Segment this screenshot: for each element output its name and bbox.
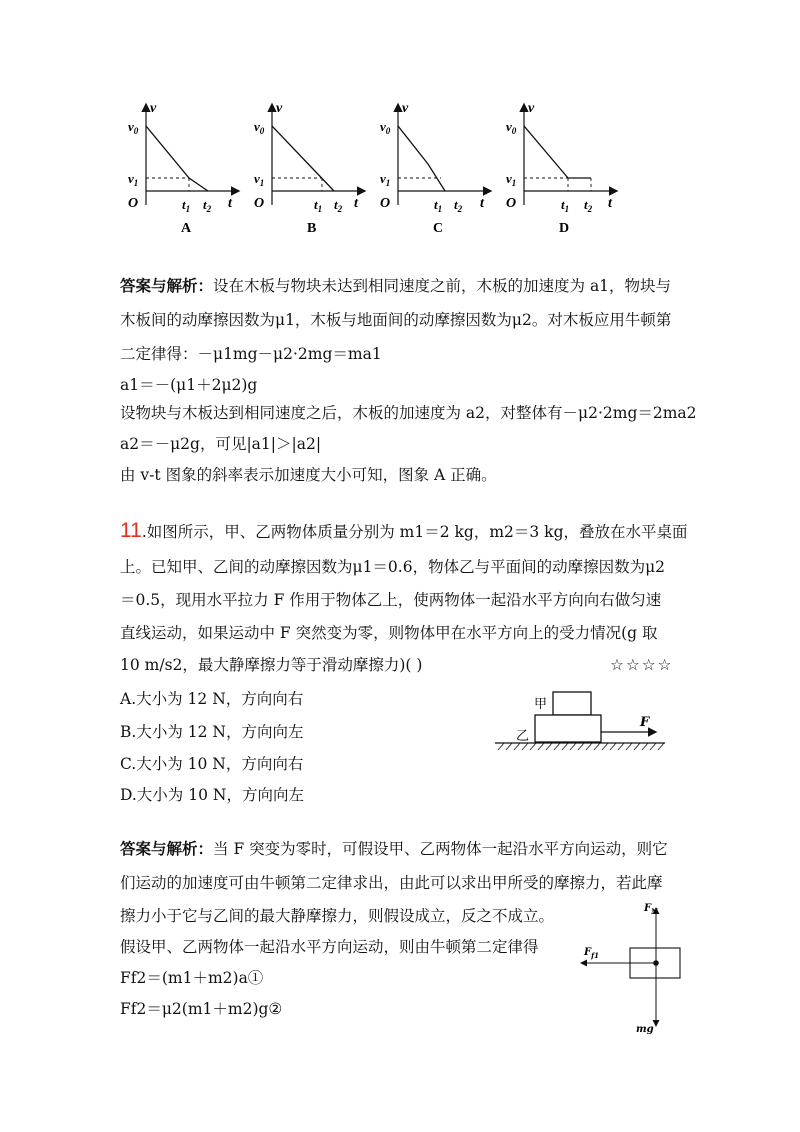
question11-line2: 上。已知甲、乙间的动摩擦因数为μ1＝0.6，物体乙与平面间的动摩擦因数为μ2: [120, 558, 666, 576]
option-a: A.大小为 12 N，方向向右: [120, 690, 304, 708]
svg-text:t: t: [608, 196, 612, 211]
normal-force-label: $F_N$: [644, 903, 658, 916]
graph-d: [506, 101, 616, 236]
answer1-line7: 由 v-t 图象的斜率表示加速度大小可知，图象 A 正确。: [120, 466, 497, 484]
svg-text:t1: $t_1$: [434, 197, 443, 214]
answer1-line2: 木板间的动摩擦因数为μ1，木板与地面间的动摩擦因数为μ2。对木板应用牛顿第: [120, 311, 672, 329]
answer2-line2: 们运动的加速度可由牛顿第二定律求出，由此可以求出甲所受的摩擦力，若此摩: [120, 874, 663, 892]
svg-text:O: O: [254, 196, 265, 211]
graph-a: [128, 101, 238, 236]
svg-text:A: A: [181, 221, 192, 236]
svg-text:O: O: [380, 196, 391, 211]
friction-force-label: $F_{f1}$: [584, 947, 599, 960]
question-number: 11: [120, 519, 142, 542]
svg-text:v1: $v_1$: [380, 171, 391, 188]
svg-text:v1: $v_1$: [506, 171, 517, 188]
question11-line4: 直线运动，如果运动中 F 突然变为零，则物体甲在水平方向上的受力情况(g 取: [120, 624, 658, 642]
answer2-heading: 答案与解析：: [120, 839, 214, 858]
answer2-line4: 假设甲、乙两物体一起沿水平方向运动，则由牛顿第二定律得: [120, 938, 539, 956]
svg-text:t: t: [480, 196, 484, 211]
svg-text:C: C: [433, 221, 444, 236]
svg-text:O: O: [506, 196, 517, 211]
answer1-line6: a2＝－μ2g，可见|a1|＞|a2|: [120, 435, 322, 453]
svg-text:t: t: [354, 196, 358, 211]
svg-text:v: v: [276, 101, 283, 116]
answer1-heading: 答案与解析：: [120, 276, 214, 295]
svg-text:t: t: [228, 196, 232, 211]
option-d: D.大小为 10 N，方向向左: [120, 786, 304, 804]
difficulty-stars: ☆☆☆☆: [610, 656, 674, 674]
svg-text:v: v: [402, 101, 409, 116]
answer1-line1: 答案与解析：设在木板与物块未达到相同速度之前，木板的加速度为 a1，物块与: [120, 276, 672, 295]
svg-text:t2: $t_2$: [584, 197, 593, 214]
option-b: B.大小为 12 N，方向向左: [120, 723, 304, 741]
answer2-line1: 答案与解析：当 F 突变为零时，可假设甲、乙两物体一起沿水平方向运动，则它: [120, 839, 668, 858]
vt-graphs: [110, 95, 630, 240]
svg-text:v1: $v_1$: [128, 171, 139, 188]
answer2-line5: Ff2＝(m1＋m2)a①: [120, 969, 264, 987]
svg-text:t1: $t_1$: [314, 197, 323, 214]
svg-text:O: O: [128, 196, 139, 211]
force-label: F: [640, 715, 650, 730]
block-top-label: 甲: [534, 697, 548, 712]
option-c: C.大小为 10 N，方向向右: [120, 755, 304, 773]
question11-line3: ＝0.5，现用水平拉力 F 作用于物体乙上，使两物体一起沿水平方向向右做匀速: [120, 591, 662, 609]
question11-line1: 11.如图所示，甲、乙两物体质量分别为 m1＝2 kg，m2＝3 kg，叠放在水平桌面: [120, 519, 688, 542]
svg-text:B: B: [307, 221, 317, 236]
free-body-diagram: [570, 895, 700, 1040]
graph-b: [254, 101, 364, 236]
answer1-line3: 二定律得：－μ1mg－μ2·2mg＝ma1: [120, 345, 382, 363]
answer1-line5: 设物块与木板达到相同速度之后，木板的加速度为 a2，对整体有－μ2·2mg＝2ma2: [120, 404, 697, 422]
answer2-line6: Ff2＝μ2(m1＋m2)g②: [120, 1000, 283, 1018]
svg-text:D: D: [559, 221, 570, 236]
svg-text:v: v: [528, 101, 535, 116]
answer1-line4: a1＝－(μ1＋2μ2)g: [120, 376, 258, 394]
svg-text:v0: $v_0$: [128, 119, 139, 136]
answer2-line3: 擦力小于它与乙间的最大静摩擦力，则假设成立，反之不成立。: [120, 907, 555, 925]
blocks-figure: [490, 688, 670, 760]
svg-text:t2: $t_2$: [454, 197, 463, 214]
gravity-label: mg: [636, 1024, 654, 1035]
svg-text:v0: $v_0$: [506, 119, 517, 136]
svg-text:t1: $t_1$: [561, 197, 570, 214]
graph-c: [380, 101, 490, 236]
svg-text:v0: $v_0$: [380, 119, 391, 136]
svg-text:v: v: [150, 101, 157, 116]
question11-line5: 10 m/s2，最大静摩擦力等于滑动摩擦力)( ): [120, 656, 423, 674]
svg-text:v0: $v_0$: [254, 119, 265, 136]
block-bottom-label: 乙: [516, 729, 530, 744]
svg-text:t2: $t_2$: [334, 197, 343, 214]
svg-text:t2: $t_2$: [203, 197, 212, 214]
svg-text:t1: $t_1$: [182, 197, 191, 214]
svg-text:v1: $v_1$: [254, 171, 265, 188]
